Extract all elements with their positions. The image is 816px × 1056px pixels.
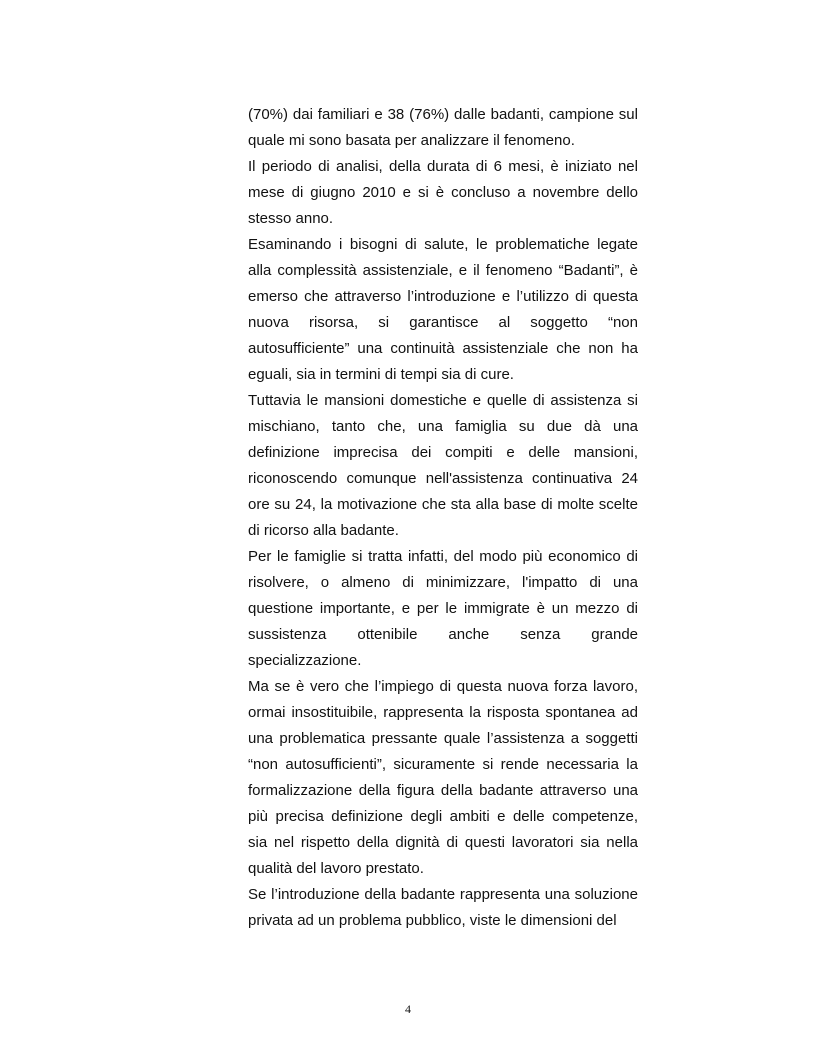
page-number: 4 xyxy=(405,1002,411,1016)
paragraph-6: Ma se è vero che l’impiego di questa nuova forza lavoro, ormai insostituibile, rappresenta la risposta spontanea ad una problematica pressante quale l’assistenza a soggetti “non autosufficienti”, sicuramente si rende necessaria la formalizzazione della figura della badante attraverso una più precisa definizione degli ambiti e delle competenze, sia nel rispetto della dignità di questi lavoratori sia nella qualità del lavoro prestato. xyxy=(248,678,638,877)
paragraph-7: Se l’introduzione della badante rappresenta una soluzione privata ad un problema pubblico, viste le dimensioni del xyxy=(248,886,638,929)
paragraph-2: Il periodo di analisi, della durata di 6 mesi, è iniziato nel mese di giugno 2010 e si è concluso a novembre dello stesso anno. xyxy=(248,158,638,227)
body-text xyxy=(248,102,638,934)
paragraph-4: Tuttavia le mansioni domestiche e quelle di assistenza si mischiano, tanto che, una famiglia su due dà una definizione imprecisa dei compiti e delle mansioni, riconoscendo comunque nell'assistenza continuativa 24 ore su 24, la motivazione che sta alla base di molte scelte di ricorso alla badante. xyxy=(248,392,638,539)
paragraph-5: Per le famiglie si tratta infatti, del modo più economico di risolvere, o almeno di minimizzare, l'impatto di una questione importante, e per le immigrate è un mezzo di sussistenza ottenibile anche senza grande specializzazione. xyxy=(248,548,638,669)
paragraph-1: (70%) dai familiari e 38 (76%) dalle badanti, campione sul quale mi sono basata per analizzare il fenomeno. xyxy=(248,106,638,149)
paragraph-3: Esaminando i bisogni di salute, le problematiche legate alla complessità assistenziale, e il fenomeno “Badanti”, è emerso che attraverso l’introduzione e l’utilizzo di questa nuova risorsa, si garantisce al soggetto “non autosufficiente” una continuità assistenziale che non ha eguali, sia in termini di tempi sia di cure. xyxy=(248,236,638,383)
